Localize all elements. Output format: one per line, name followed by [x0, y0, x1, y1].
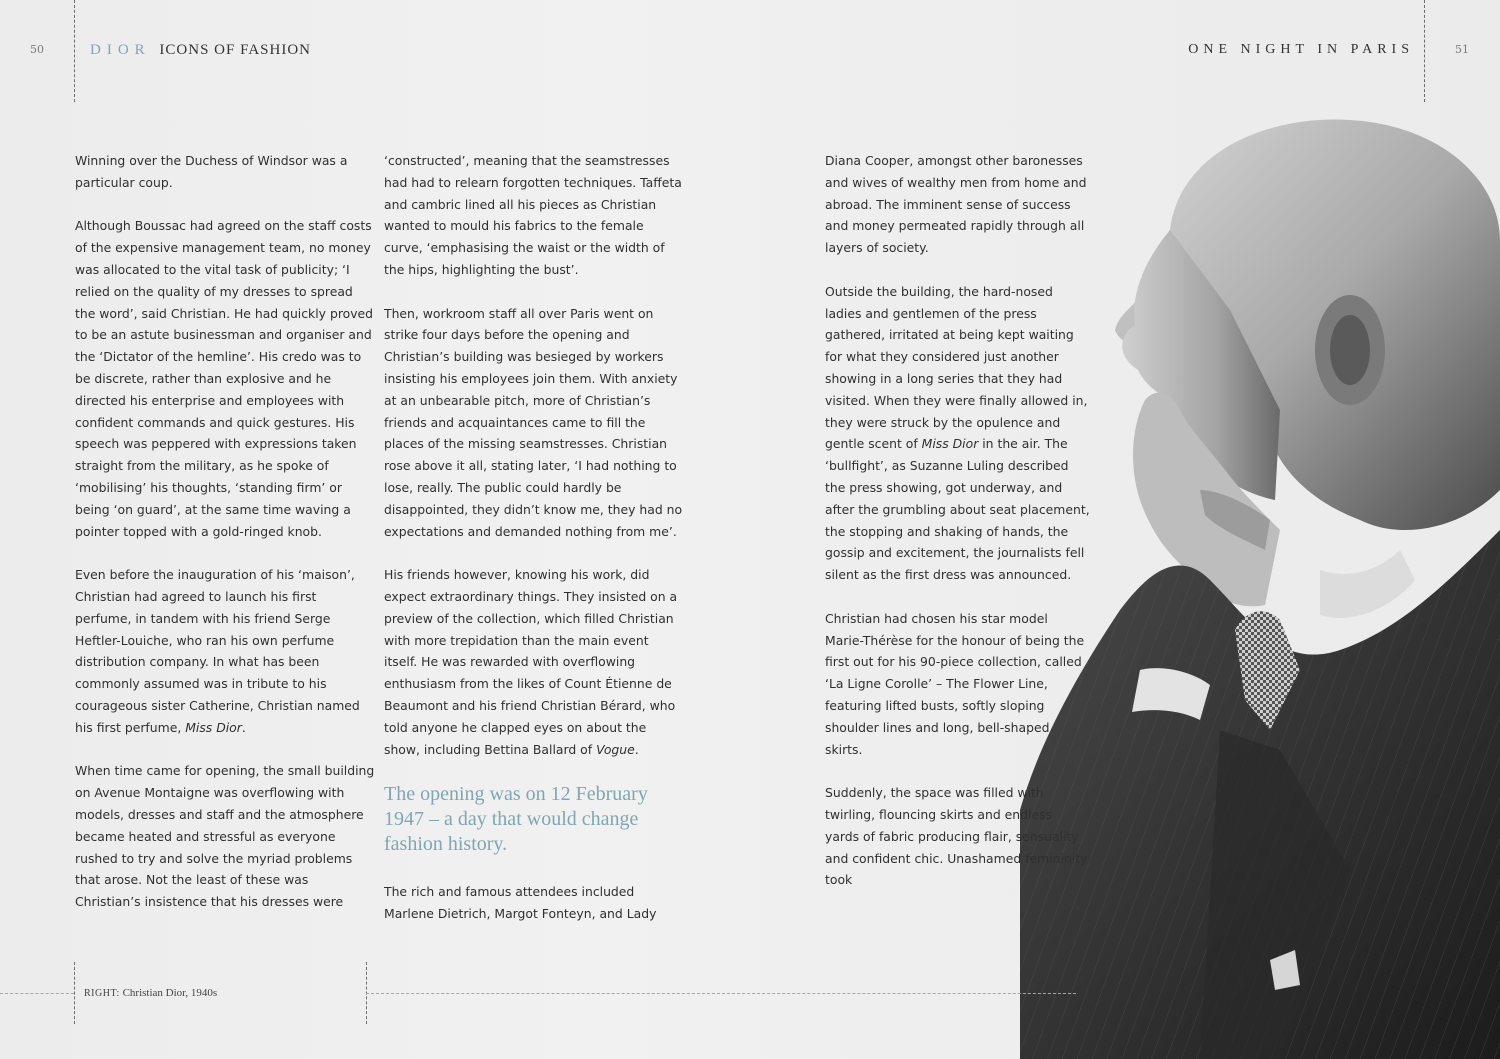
book-title: ICONS OF FASHION	[159, 42, 312, 58]
header-rule-left	[74, 0, 75, 102]
pull-quote: The opening was on 12 February 1947 – a day that would change fashion history.	[384, 783, 648, 856]
right-page-number: 51	[1455, 43, 1469, 56]
paragraph: Although Boussac had agreed on the staff costs of the expensive management team, no money was allocated to the vital task of publicity; ‘I relied on the quality of my dresses to spread the word’, said Christian. He had quickly proved to be an astute businessman and organiser and the ‘Dictator of the hemline’. His credo was to be discrete, rather than explosive and he directed his enterprise and employees with confident commands and quick gestures. His speech was peppered with expressions taken straight from the military, as he spoke of ‘mobilising’ his thoughts, ‘standing firm’ or being ‘on guard’, at the same time waving a pointer topped with a gold-ringed knob.	[75, 218, 374, 539]
footer-rule-left	[0, 993, 74, 994]
paragraph: ‘constructed’, meaning that the seamstresses had had to relearn forgotten techniques. Taffeta and cambric lined all his pieces as Christian wanted to mould his fabrics to the female curve, ‘emphasising the waist or the width of the hips, highlighting the bust’.	[384, 153, 682, 277]
chapter-title: ONE NIGHT IN PARIS	[1188, 42, 1414, 57]
left-page-number: 50	[30, 43, 44, 56]
photo-caption	[84, 987, 217, 999]
caption-text: Christian Dior, 1940s	[119, 987, 218, 999]
running-head-left	[90, 42, 311, 59]
paragraph: Winning over the Duchess of Windsor was a particular coup.	[75, 153, 348, 190]
text-column-1	[75, 150, 375, 935]
caption-lead: RIGHT:	[84, 988, 120, 999]
text-column-3	[825, 150, 1090, 913]
portrait-photo	[1020, 110, 1500, 1059]
text-column-2	[384, 150, 684, 947]
paragraph: Diana Cooper, amongst other baronesses and wives of wealthy men from home and abroad. The imminent sense of success and money permeated rapidly through all layers of society.	[825, 153, 1087, 256]
brand-wordmark: DIOR	[90, 42, 151, 58]
italic-title: Vogue	[596, 741, 635, 757]
paragraph: When time came for opening, the small building on Avenue Montaigne was overflowing with models, dresses and staff and the atmosphere became heated and stressful as everyone rushed to try and solve the myriad problems that arose. Not the least of these was Christian’s insistence that his dresses were	[75, 763, 375, 910]
footer-rule-right	[366, 993, 1076, 994]
paragraph: Then, workroom staff all over Paris went on strike four days before the opening and Christian’s building was besieged by workers insisting his employees join them. With anxiety at an unbearable pitch, more of Christian’s friends and acquaintances came to fill the places of the missing seamstresses. Christian rose above it all, stating later, ‘I had nothing to lose, really. The public could hardly be disappointed, they didn’t know me, they had no expectations and demanded nothing from me’.	[384, 305, 683, 539]
italic-title: Miss Dior	[921, 436, 979, 452]
header-rule-right	[1424, 0, 1425, 102]
paragraph: Suddenly, the space was filled with twirling, flouncing skirts and endless yards of fabric producing flair, sensuality and confident chic. Unashamed femininity took	[825, 785, 1088, 888]
paragraph: Christian had chosen his star model Marie-Thérèse for the honour of being the first out for his 90-piece collection, called ‘La Ligne Corolle’ – The Flower Line, featuring lifted busts, softly sloping shoulder lines and long, bell-shaped skirts.	[825, 610, 1085, 757]
footer-divider-left	[74, 962, 75, 1024]
paragraph: His friends however, knowing his work, did expect extraordinary things. They insisted on a preview of the collection, which filled Christian with more trepidation than the main event itself. He was rewarded with overflowing enthusiasm from the likes of Count Étienne de Beaumont and his friend Christian Bérard, who told anyone he clapped eyes on about the show, including Bettina Ballard of Vogue.	[384, 567, 678, 757]
italic-title: Miss Dior	[185, 719, 242, 735]
paragraph: The rich and famous attendees included Marlene Dietrich, Margot Fonteyn, and Lady	[384, 884, 657, 921]
paragraph: Outside the building, the hard-nosed ladies and gentlemen of the press gathered, irritated at being kept waiting for what they considered just another showing in a long series that they had visited. When they were finally allowed in, they were struck by the opulence and gentle scent of Miss Dior in the air. The ‘bullfight’, as Suzanne Luling described the press showing, got underway, and after the grumbling about seat placement, the stopping and shaking of hands, the gossip and excitement, the journalists fell silent as the first dress was announced.	[825, 283, 1090, 583]
paragraph: Even before the inauguration of his ‘maison’, Christian had agreed to launch his first perfume, in tandem with his friend Serge Heftler-Louiche, who ran his own perfume distribution company. In what has been commonly assumed was in tribute to his courageous sister Catherine, Christian named his first perfume, Miss Dior.	[75, 567, 360, 735]
